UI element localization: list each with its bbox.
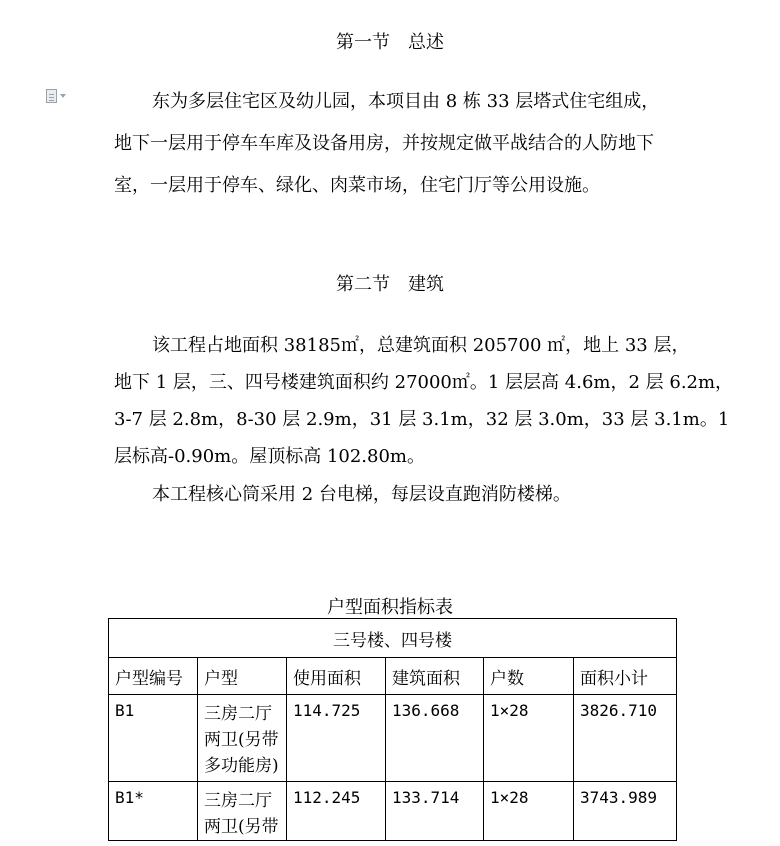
document-sheet-icon bbox=[46, 89, 57, 103]
table-row bbox=[109, 782, 677, 841]
table-header-row bbox=[109, 658, 677, 695]
architecture-line-4: 层标高-0.90m。屋顶标高 102.80m。 bbox=[114, 446, 425, 467]
header-usable-area: 使用面积 bbox=[287, 658, 386, 695]
document-icon[interactable] bbox=[46, 88, 76, 104]
table-span-row bbox=[109, 619, 677, 658]
architecture-line-1: 该工程占地面积 38185㎡，总建筑面积 205700 ㎡，地上 33 层， bbox=[152, 335, 690, 356]
overview-line-1: 东为多层住宅区及幼儿园，本项目由 8 栋 33 层塔式住宅组成， bbox=[152, 91, 660, 112]
header-floor-area: 建筑面积 bbox=[386, 658, 484, 695]
cell-area-subtotal: 3826.710 bbox=[574, 695, 677, 782]
cell-floor-area: 136.668 bbox=[386, 695, 484, 782]
architecture-line-3: 3-7 层 2.8m，8-30 层 2.9m，31 层 3.1m，32 层 3.0m，33 层 3.1m。1 bbox=[114, 409, 730, 430]
cell-unit-type: 三房二厅两卫(另带多功能房) bbox=[198, 695, 287, 782]
cell-area-subtotal: 3743.989 bbox=[574, 782, 677, 841]
architecture-line-2: 地下 1 层，三、四号楼建筑面积约 27000㎡。1 层层高 4.6m，2 层 6.2m， bbox=[114, 372, 734, 393]
cell-unit-code: B1* bbox=[109, 782, 198, 841]
overview-line-3: 室，一层用于停车、绿化、肉菜市场，住宅门厅等公用设施。 bbox=[114, 175, 600, 196]
cell-floor-area: 133.714 bbox=[386, 782, 484, 841]
table-caption: 户型面积指标表 bbox=[327, 597, 453, 618]
header-area-subtotal: 面积小计 bbox=[574, 658, 677, 695]
cell-usable-area: 112.245 bbox=[287, 782, 386, 841]
section-heading-overview: 第一节 总述 bbox=[336, 32, 444, 53]
cell-unit-count: 1×28 bbox=[484, 782, 574, 841]
cell-unit-type: 三房二厅两卫(另带 bbox=[198, 782, 287, 841]
table-row bbox=[109, 695, 677, 782]
overview-line-2: 地下一层用于停车车库及设备用房，并按规定做平战结合的人防地下 bbox=[114, 133, 654, 154]
cell-usable-area: 114.725 bbox=[287, 695, 386, 782]
cell-unit-code: B1 bbox=[109, 695, 198, 782]
section-heading-architecture: 第二节 建筑 bbox=[336, 274, 444, 295]
cell-unit-count: 1×28 bbox=[484, 695, 574, 782]
architecture-line-5: 本工程核心筒采用 2 台电梯，每层设直跑消防楼梯。 bbox=[152, 484, 571, 505]
building-title-cell: 三号楼、四号楼 bbox=[109, 619, 677, 658]
header-unit-code: 户型编号 bbox=[109, 658, 198, 695]
unit-area-table bbox=[108, 618, 677, 841]
header-unit-count: 户数 bbox=[484, 658, 574, 695]
header-unit-type: 户型 bbox=[198, 658, 287, 695]
chevron-down-icon bbox=[60, 94, 66, 98]
